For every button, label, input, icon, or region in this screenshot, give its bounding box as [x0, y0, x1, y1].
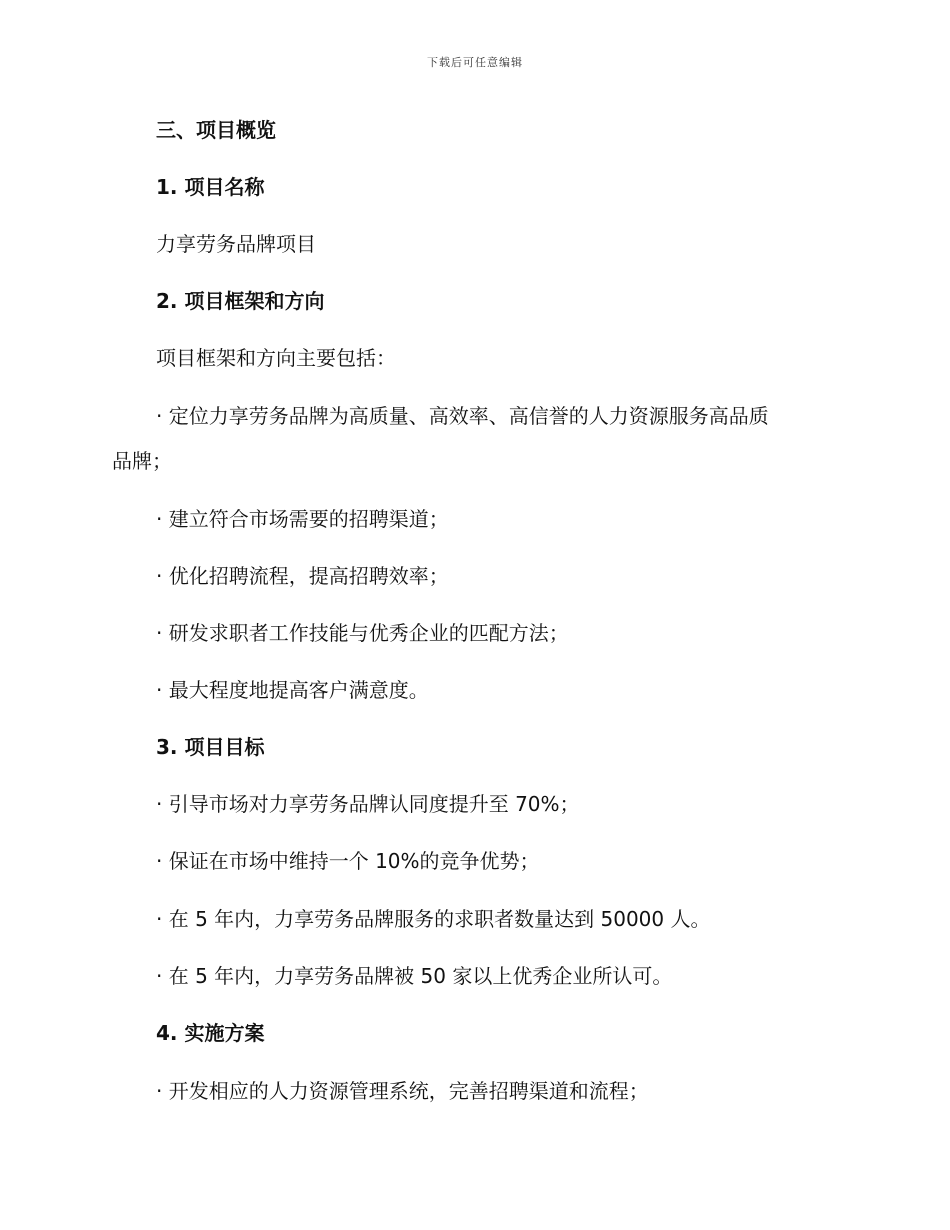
goal-item-1: · 引导市场对力享劳务品牌认同度提升至 70%； — [156, 792, 580, 816]
header-note: 下载后可任意编辑 — [427, 56, 523, 69]
goal-item-4: · 在 5 年内，力享劳务品牌被 50 家以上优秀企业所认可。 — [156, 964, 673, 988]
framework-intro: 项目框架和方向主要包括： — [156, 346, 396, 370]
section-title: 三、项目概览 — [156, 118, 276, 142]
heading-project-name: 1. 项目名称 — [156, 175, 265, 199]
heading-implementation: 4. 实施方案 — [156, 1021, 265, 1045]
framework-item-4: · 研发求职者工作技能与优秀企业的匹配方法； — [156, 621, 569, 645]
framework-item-3: · 优化招聘流程，提高招聘效率； — [156, 564, 449, 588]
implementation-item-1: · 开发相应的人力资源管理系统，完善招聘渠道和流程； — [156, 1079, 649, 1103]
framework-item-1: · 定位力享劳务品牌为高质量、高效率、高信誉的人力资源服务高品质 — [156, 404, 769, 428]
framework-item-2: · 建立符合市场需要的招聘渠道； — [156, 507, 449, 531]
heading-goals: 3. 项目目标 — [156, 735, 265, 759]
goal-item-3: · 在 5 年内，力享劳务品牌服务的求职者数量达到 50000 人。 — [156, 907, 711, 931]
framework-item-5: · 最大程度地提高客户满意度。 — [156, 678, 429, 702]
framework-item-1-continued: 品牌； — [112, 449, 172, 473]
project-name-text: 力享劳务品牌项目 — [156, 232, 316, 256]
heading-framework: 2. 项目框架和方向 — [156, 289, 325, 313]
goal-item-2: · 保证在市场中维持一个 10%的竞争优势； — [156, 849, 540, 873]
